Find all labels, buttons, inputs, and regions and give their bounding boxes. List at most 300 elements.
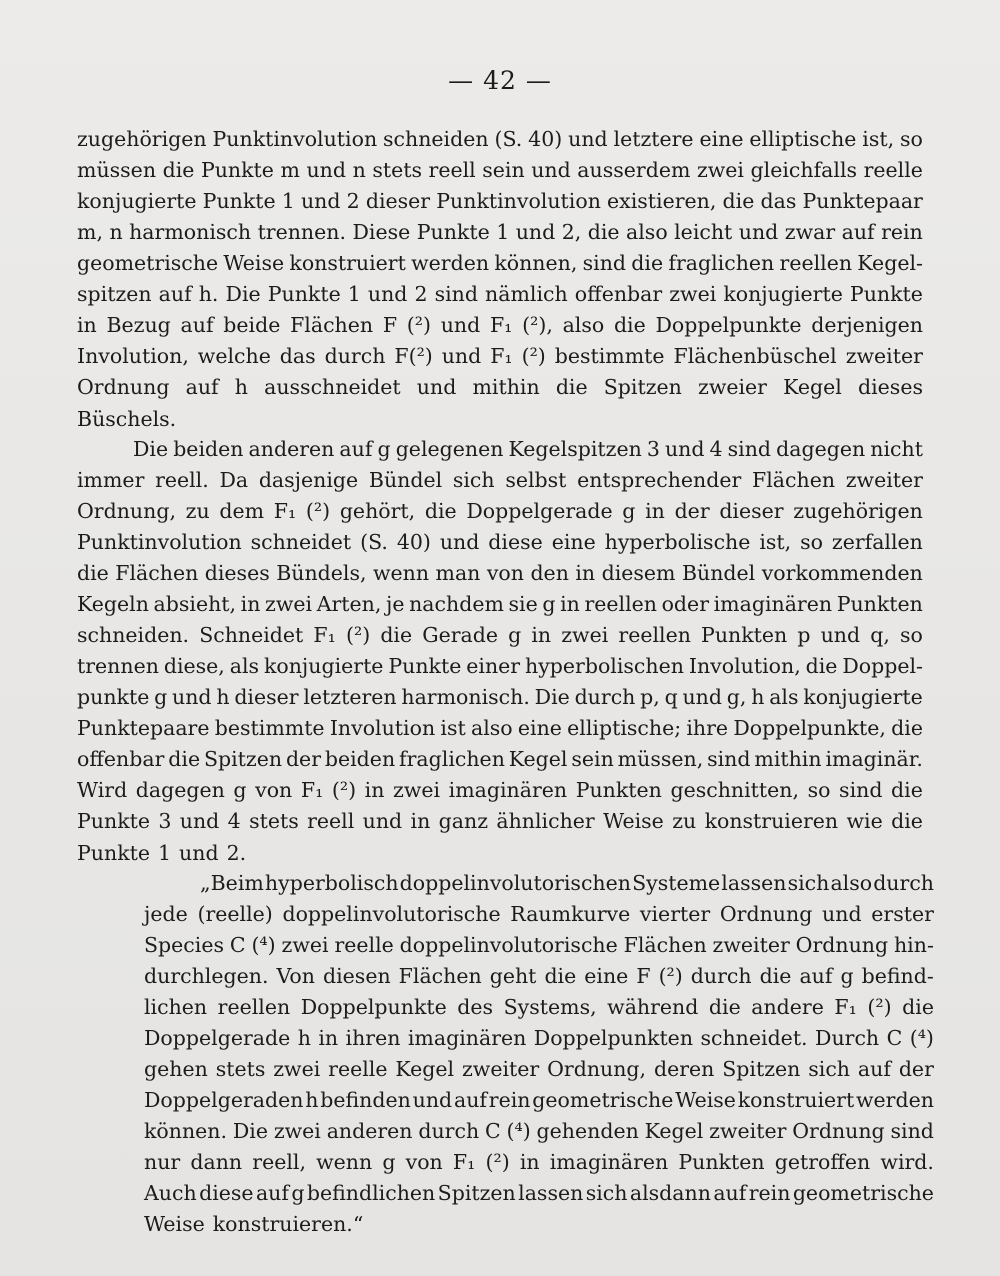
- word: schneiden.: [77, 623, 190, 647]
- word: Raumkurve: [510, 902, 631, 926]
- text-line: [77, 186, 923, 216]
- text-line: [77, 589, 923, 619]
- word: Systems,: [503, 995, 597, 1019]
- word: m,: [77, 220, 103, 244]
- word: F₁: [489, 313, 513, 337]
- word: Doppelgerade: [144, 1026, 291, 1050]
- word: der: [898, 1057, 934, 1081]
- word: doppelinvolutorische: [282, 902, 501, 926]
- word: durch: [324, 344, 386, 368]
- word: Von: [276, 964, 315, 988]
- paragraph-first-line: [133, 434, 923, 464]
- word: reell,: [252, 1150, 306, 1174]
- word: Punkte: [77, 809, 150, 833]
- word: (reelle): [197, 902, 273, 926]
- word: gleichfalls: [750, 158, 858, 182]
- text-line: [77, 248, 923, 278]
- word: vierter: [639, 902, 711, 926]
- text-line: [77, 124, 923, 154]
- word: zu: [185, 499, 210, 523]
- word: nämlich: [485, 282, 568, 306]
- word: während: [607, 995, 699, 1019]
- word: rein: [881, 220, 923, 244]
- word: reellen: [618, 623, 691, 647]
- word: nicht: [870, 437, 923, 461]
- word: in: [575, 561, 596, 585]
- page-number: — 42 —: [448, 66, 552, 95]
- word: Die: [534, 685, 570, 709]
- word: müssen: [77, 158, 157, 182]
- word: hyperbolischen: [525, 654, 684, 678]
- text-line: [77, 465, 923, 495]
- word: rein: [488, 1088, 531, 1112]
- word: die: [77, 561, 109, 585]
- word: welche: [197, 344, 271, 368]
- word: harmonisch.: [401, 685, 530, 709]
- word: gehört,: [339, 499, 416, 523]
- word: 1: [158, 841, 172, 865]
- word: reell: [428, 158, 476, 182]
- word: diese,: [163, 654, 225, 678]
- word: zwei: [393, 778, 441, 802]
- word: Punktinvolution: [436, 189, 601, 213]
- word: und: [568, 127, 608, 151]
- word: auf: [857, 1057, 891, 1081]
- word: also: [562, 313, 605, 337]
- word: konjugierte: [77, 189, 197, 213]
- word: Doppelpunkte,: [733, 716, 886, 740]
- word: g: [542, 592, 556, 616]
- word: (²): [331, 778, 357, 802]
- word: 40): [528, 127, 563, 151]
- word: sind: [890, 1119, 934, 1143]
- word: Doppel-: [842, 654, 923, 678]
- word: h: [751, 685, 765, 709]
- word: m: [280, 158, 300, 182]
- word: Arten,: [316, 592, 382, 616]
- word: die: [759, 964, 792, 988]
- word: ausschneidet: [264, 375, 401, 399]
- word: in: [410, 809, 431, 833]
- word: als: [769, 685, 799, 709]
- word: also: [830, 871, 873, 895]
- word: (⁴): [251, 933, 276, 957]
- word: sein: [482, 158, 525, 182]
- word: g: [840, 964, 854, 988]
- word: Die: [225, 282, 261, 306]
- word: dieses: [857, 375, 923, 399]
- word: 3: [158, 809, 172, 833]
- word: Spitzen: [437, 1181, 516, 1205]
- word: und: [664, 437, 705, 461]
- word: in: [240, 592, 261, 616]
- word: und: [441, 344, 482, 368]
- word: bestimmte: [554, 344, 665, 368]
- word: auf: [158, 282, 192, 306]
- word: Punkten: [575, 778, 662, 802]
- word: dieser: [234, 685, 299, 709]
- quote-line: [144, 1023, 934, 1053]
- text-line: [77, 806, 923, 836]
- word: Punkten: [701, 623, 788, 647]
- word: Ordnung: [795, 933, 889, 957]
- word: Kegelspitzen: [508, 437, 642, 461]
- word: g,: [726, 685, 747, 709]
- word: und: [822, 902, 862, 926]
- word: Weise: [675, 1088, 736, 1112]
- word: Spitzen: [603, 375, 682, 399]
- word: konjugierte: [803, 685, 923, 709]
- word: F₁: [273, 499, 297, 523]
- word: 4: [709, 437, 723, 461]
- word: (⁴): [506, 1119, 531, 1143]
- word: C: [484, 1119, 501, 1143]
- word: und: [172, 685, 212, 709]
- word: je: [386, 592, 405, 616]
- word: Schneidet: [199, 623, 304, 647]
- word: harmonisch: [129, 220, 252, 244]
- word: sind: [727, 437, 772, 461]
- quote-line: [144, 1116, 934, 1146]
- word: entsprechender: [577, 468, 742, 492]
- text-line: [77, 775, 923, 805]
- text-line: [77, 713, 923, 743]
- word: schneiden: [383, 127, 489, 151]
- word: g: [154, 685, 168, 709]
- word: dagegen: [776, 437, 866, 461]
- word: fraglichen: [399, 747, 505, 771]
- quote-line: [144, 930, 934, 960]
- word: (²): [345, 623, 371, 647]
- word: g: [233, 778, 247, 802]
- word: zweiter: [461, 1057, 540, 1081]
- word: eine: [517, 716, 562, 740]
- word: sich: [452, 468, 495, 492]
- word: eine: [584, 964, 629, 988]
- word: hin-: [893, 933, 934, 957]
- quote-line: [144, 899, 934, 929]
- word: sind: [839, 778, 883, 802]
- word: mithin: [472, 375, 540, 399]
- word: von: [255, 778, 293, 802]
- word: Flächen: [398, 964, 482, 988]
- word: Flächen: [115, 561, 199, 585]
- word: in: [318, 1026, 339, 1050]
- word: p: [797, 623, 811, 647]
- word: (S.: [360, 530, 388, 554]
- word: Diese: [352, 220, 411, 244]
- word: Büschels.: [77, 407, 177, 431]
- word: eine: [699, 127, 744, 151]
- word: sie: [508, 592, 538, 616]
- text-line: [77, 682, 923, 712]
- word: lassen: [518, 1181, 584, 1205]
- word: beiden: [324, 747, 396, 771]
- word: deren: [653, 1057, 715, 1081]
- word: Doppelpunkte: [655, 313, 802, 337]
- word: diese: [199, 1181, 254, 1205]
- word: und: [820, 623, 861, 647]
- word: ist,: [759, 530, 792, 554]
- word: gehenden: [536, 1119, 639, 1143]
- word: h: [216, 685, 230, 709]
- word: hyperbolisch: [264, 871, 399, 895]
- word: geometrische: [77, 251, 219, 275]
- word: Spitzen: [722, 1057, 801, 1081]
- word: jede: [144, 902, 188, 926]
- word: Spitzen: [203, 747, 283, 771]
- word: die: [587, 220, 620, 244]
- word: zweiter: [845, 468, 923, 492]
- word: beiden: [173, 437, 244, 461]
- word: Kegel: [644, 1119, 704, 1143]
- word: letzteren: [303, 685, 397, 709]
- word: Punkten: [678, 1150, 765, 1174]
- word: Punktepaar: [802, 189, 923, 213]
- word: 1: [347, 282, 361, 306]
- word: Bündel: [681, 561, 756, 585]
- word: das: [279, 344, 316, 368]
- text-line: [77, 838, 923, 868]
- word: reell.: [155, 468, 209, 492]
- word: Involution,: [77, 344, 189, 368]
- word: (²): [521, 344, 546, 368]
- word: F₁: [490, 344, 513, 368]
- word: Ordnung: [77, 375, 170, 399]
- word: wird.: [880, 1150, 934, 1174]
- word: durch: [873, 871, 934, 895]
- word: konjugierte: [723, 282, 843, 306]
- word: g: [291, 1181, 305, 1205]
- word: Weise: [223, 251, 285, 275]
- word: konstruieren.“: [212, 1212, 364, 1236]
- word: Flächenbüschel: [673, 344, 837, 368]
- word: Weise: [144, 1212, 205, 1236]
- word: bestimmte: [214, 716, 325, 740]
- word: hyperbolische: [604, 530, 751, 554]
- word: zwei: [561, 623, 609, 647]
- word: die: [722, 189, 755, 213]
- word: g: [377, 437, 391, 461]
- word: die: [805, 654, 838, 678]
- word: zweiter: [845, 344, 923, 368]
- word: zwei: [273, 1057, 321, 1081]
- word: vorkommenden: [761, 561, 923, 585]
- word: 4: [227, 809, 241, 833]
- word: Durch: [815, 1026, 880, 1050]
- word: fraglichen: [668, 251, 775, 275]
- word: sich: [808, 1057, 851, 1081]
- word: und: [367, 282, 408, 306]
- word: in: [560, 592, 580, 616]
- word: in: [364, 778, 385, 802]
- word: Bündel: [368, 468, 443, 492]
- word: auf: [339, 437, 373, 461]
- word: einer: [466, 654, 521, 678]
- word: stets: [249, 809, 299, 833]
- text-line: [77, 527, 923, 557]
- word: (⁴): [909, 1026, 934, 1050]
- word: Involution,: [688, 654, 801, 678]
- word: absieht,: [153, 592, 237, 616]
- word: durch: [418, 1119, 480, 1143]
- text-line: [77, 744, 923, 774]
- word: die: [902, 995, 934, 1019]
- word: Die: [232, 1119, 268, 1143]
- word: F: [636, 964, 651, 988]
- word: werden: [411, 251, 490, 275]
- word: h: [297, 1026, 311, 1050]
- word: auf: [255, 1181, 289, 1205]
- word: zwei: [669, 282, 717, 306]
- word: offenbar: [574, 282, 663, 306]
- word: sind: [707, 747, 751, 771]
- word: Die: [133, 437, 169, 461]
- word: 2: [414, 282, 428, 306]
- word: durch: [690, 964, 752, 988]
- word: h: [234, 375, 248, 399]
- word: F(²): [394, 344, 433, 368]
- word: dieser: [719, 499, 784, 523]
- word: Kegel-: [857, 251, 923, 275]
- word: zwei: [281, 933, 329, 957]
- word: in: [77, 313, 97, 337]
- word: immer: [77, 468, 145, 492]
- word: die: [891, 716, 923, 740]
- word: Flächen: [290, 313, 374, 337]
- word: reelle: [334, 933, 394, 957]
- word: 2.: [226, 841, 247, 865]
- text-line: [77, 651, 923, 681]
- word: lichen: [144, 995, 208, 1019]
- word: q,: [870, 623, 890, 647]
- word: geometrische: [792, 1181, 934, 1205]
- word: so: [800, 530, 823, 554]
- text-line: [77, 217, 923, 247]
- word: Wird: [77, 778, 128, 802]
- word: elliptische: [749, 127, 857, 151]
- word: Punktinvolution: [212, 127, 378, 151]
- word: auf: [713, 1181, 747, 1205]
- word: durch: [574, 685, 636, 709]
- word: gelegenen: [395, 437, 504, 461]
- word: sein: [571, 747, 614, 771]
- word: Punkte: [416, 220, 490, 244]
- word: gehen: [144, 1057, 208, 1081]
- word: 40): [396, 530, 431, 554]
- word: ist: [440, 716, 466, 740]
- word: müssen,: [617, 747, 704, 771]
- word: Doppelgerade: [466, 499, 613, 523]
- word: Punktepaare: [77, 716, 210, 740]
- word: g: [382, 1150, 396, 1174]
- word: können,: [494, 251, 578, 275]
- word: Ordnung,: [547, 1057, 647, 1081]
- word: Doppelpunkten: [533, 1026, 694, 1050]
- word: Ordnung: [719, 902, 813, 926]
- word: schneidet.: [700, 1026, 808, 1050]
- word: geschnitten,: [670, 778, 800, 802]
- word: Punkte: [849, 282, 923, 306]
- word: von: [405, 1150, 443, 1174]
- word: befindlichen: [306, 1181, 436, 1205]
- word: mithin: [754, 747, 822, 771]
- word: Punkte: [200, 158, 274, 182]
- word: reell: [307, 809, 355, 833]
- word: F₁: [313, 623, 336, 647]
- word: existieren,: [607, 189, 717, 213]
- word: nur: [144, 1150, 181, 1174]
- word: dann: [190, 1150, 243, 1174]
- text-line: [77, 620, 923, 650]
- word: imaginären: [549, 1150, 669, 1174]
- word: spitzen: [77, 282, 152, 306]
- word: man: [435, 561, 481, 585]
- word: ganz: [438, 809, 488, 833]
- word: sind: [582, 251, 627, 275]
- word: alsdann: [629, 1181, 711, 1205]
- word: Kegel: [395, 1057, 455, 1081]
- word: Punkte: [202, 189, 276, 213]
- word: C: [229, 933, 246, 957]
- text-line: [77, 155, 923, 185]
- word: sich: [787, 871, 830, 895]
- word: h: [305, 1088, 319, 1112]
- word: auf: [799, 964, 833, 988]
- word: (²): [305, 499, 331, 523]
- word: reelle: [863, 158, 923, 182]
- word: imaginären: [448, 778, 568, 802]
- word: die: [708, 995, 741, 1019]
- word: F₁: [452, 1150, 476, 1174]
- word: Ordnung,: [77, 499, 176, 523]
- word: anderen: [248, 437, 335, 461]
- word: 1: [496, 220, 510, 244]
- word: erster: [871, 902, 934, 926]
- word: können.: [144, 1119, 228, 1143]
- word: nachdem: [409, 592, 504, 616]
- word: in: [645, 499, 665, 523]
- word: zweier: [698, 375, 767, 399]
- word: 2: [346, 189, 360, 213]
- word: auf: [180, 313, 214, 337]
- word: q: [664, 685, 678, 709]
- word: (S.: [494, 127, 523, 151]
- word: getroffen: [774, 1150, 871, 1174]
- word: der: [285, 747, 321, 771]
- word: F: [382, 313, 398, 337]
- word: offenbar: [77, 747, 165, 771]
- text-line: [77, 372, 923, 402]
- word: die: [380, 623, 413, 647]
- word: schneidet: [250, 530, 352, 554]
- word: zweiter: [712, 933, 790, 957]
- word: ihre: [686, 716, 729, 740]
- word: reelle: [328, 1057, 388, 1081]
- word: konjugierte: [263, 654, 384, 678]
- word: reellen: [217, 995, 291, 1019]
- word: dagegen: [135, 778, 225, 802]
- word: und: [738, 220, 779, 244]
- word: geht: [489, 964, 537, 988]
- word: h.: [198, 282, 219, 306]
- word: zugehörigen: [77, 127, 207, 151]
- word: so: [900, 127, 923, 151]
- word: und: [179, 809, 220, 833]
- word: dieses: [204, 561, 270, 585]
- word: ihren: [345, 1026, 401, 1050]
- word: Involution: [329, 716, 436, 740]
